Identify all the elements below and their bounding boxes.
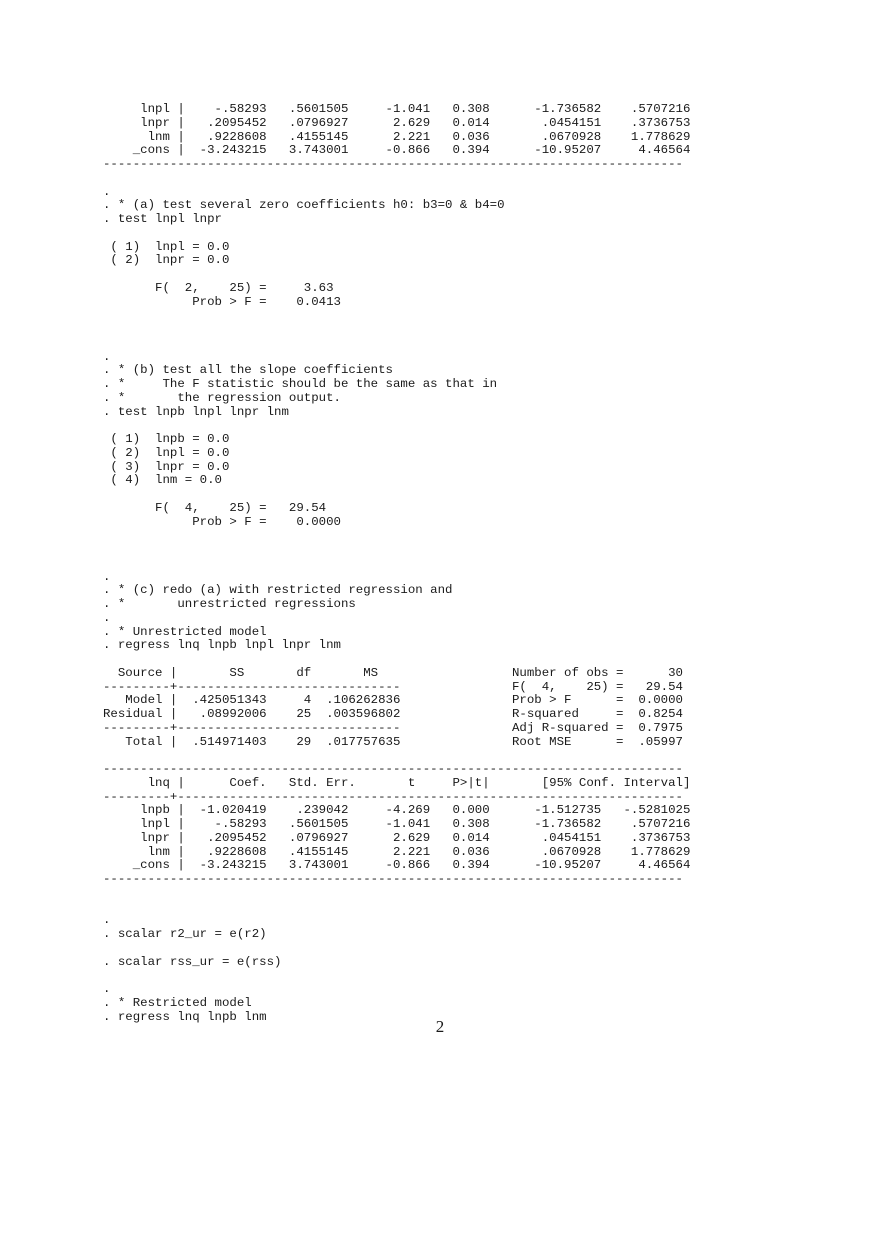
log-line: . test lnpb lnpl lnpr lnm — [103, 404, 289, 419]
log-line: Residual | .08992006 25 .003596802 R-squared = 0.8254 — [103, 707, 683, 721]
log-line: lnpb | -1.020419 .239042 -4.269 0.000 -1.512735 -.5281025 — [103, 803, 691, 818]
log-line — [103, 529, 690, 543]
log-line: . — [103, 184, 111, 199]
log-line — [103, 543, 690, 557]
log-line: . — [103, 913, 111, 928]
log-line: lnm | .9228608 .4155145 2.221 0.036 .0670928 1.778629 — [103, 129, 691, 144]
log-line: F( 4, 25) = 29.54 — [103, 500, 327, 515]
log-line: ---------+------------------------------ F( 4, 25) = 29.54 — [103, 679, 683, 694]
log-line: . * Restricted model — [103, 995, 252, 1010]
log-line: . — [103, 569, 111, 584]
log-line: Prob > F = 0.0413 — [103, 294, 341, 309]
log-line: Total | .514971403 29 .017757635 Root MSE = .05997 — [103, 734, 683, 749]
log-line — [103, 323, 690, 337]
log-line: . * Unrestricted model — [103, 624, 267, 639]
log-line: ( 3) lnpr = 0.0 — [103, 459, 230, 474]
log-line: ------------------------------------------------------------------------------ — [103, 762, 683, 776]
log-line — [103, 172, 690, 186]
log-line — [103, 901, 690, 915]
log-line: _cons | -3.243215 3.743001 -0.866 0.394 -10.95207 4.46564 — [103, 858, 691, 873]
log-line: lnpl | -.58293 .5601505 -1.041 0.308 -1.736582 .5707216 — [103, 102, 691, 116]
log-line — [103, 557, 690, 571]
log-line: . * The F statistic should be the same as that in — [103, 377, 498, 391]
log-line: ------------------------------------------------------------------------------ — [103, 872, 683, 886]
log-line: ---------+------------------------------ Adj R-squared = 0.7975 — [103, 720, 683, 735]
log-line: . * (b) test all the slope coefficients — [103, 363, 393, 378]
log-line — [103, 969, 690, 983]
log-line — [103, 887, 690, 901]
log-line — [103, 337, 690, 351]
log-line: . — [103, 982, 111, 996]
log-line: . regress lnq lnpb lnm — [103, 1009, 267, 1024]
log-line: ( 2) lnpr = 0.0 — [103, 253, 230, 268]
stata-log-output — [103, 103, 690, 1024]
log-line: ------------------------------------------------------------------------------ — [103, 157, 683, 171]
log-line: ( 1) lnpb = 0.0 — [103, 432, 230, 446]
log-line — [103, 653, 690, 667]
log-line: _cons | -3.243215 3.743001 -0.866 0.394 -10.95207 4.46564 — [103, 143, 691, 158]
log-line: Prob > F = 0.0000 — [103, 514, 341, 529]
log-line: lnm | .9228608 .4155145 2.221 0.036 .0670928 1.778629 — [103, 844, 691, 859]
log-line: . — [103, 349, 111, 364]
log-line — [103, 488, 690, 502]
log-line: . test lnpl lnpr — [103, 212, 222, 226]
log-line: . * the regression output. — [103, 390, 341, 405]
log-line: lnpl | -.58293 .5601505 -1.041 0.308 -1.736582 .5707216 — [103, 817, 691, 831]
log-line: ( 1) lnpl = 0.0 — [103, 239, 230, 254]
log-line: . regress lnq lnpb lnpl lnpr lnm — [103, 638, 341, 653]
log-line — [103, 419, 690, 433]
log-line: . scalar r2_ur = e(r2) — [103, 927, 267, 941]
log-line: . * unrestricted regressions — [103, 597, 356, 611]
log-line — [103, 942, 690, 956]
log-line — [103, 309, 690, 323]
log-line: Model | .425051343 4 .106262836 Prob > F = 0.0000 — [103, 693, 683, 708]
log-line: ( 4) lnm = 0.0 — [103, 473, 222, 488]
log-line: . scalar rss_ur = e(rss) — [103, 954, 282, 969]
log-line: . — [103, 610, 111, 625]
log-line: F( 2, 25) = 3.63 — [103, 280, 334, 295]
log-line: . * (c) redo (a) with restricted regression and — [103, 583, 453, 598]
log-line: . * (a) test several zero coefficients h0: b3=0 & b4=0 — [103, 198, 505, 213]
log-line — [103, 749, 690, 763]
page-number: 2 — [435, 1017, 445, 1036]
log-line: lnq | Coef. Std. Err. t P>|t| [95% Conf. Interval] — [103, 775, 691, 790]
log-line: ( 2) lnpl = 0.0 — [103, 445, 230, 460]
log-line — [103, 227, 690, 241]
log-line: ---------+-------------------------------------------------------------------- — [103, 789, 683, 804]
log-line: lnpr | .2095452 .0796927 2.629 0.014 .0454151 .3736753 — [103, 115, 691, 130]
log-line: lnpr | .2095452 .0796927 2.629 0.014 .0454151 .3736753 — [103, 830, 691, 845]
log-line: Source | SS df MS Number of obs = 30 — [103, 665, 683, 680]
log-line — [103, 268, 690, 282]
